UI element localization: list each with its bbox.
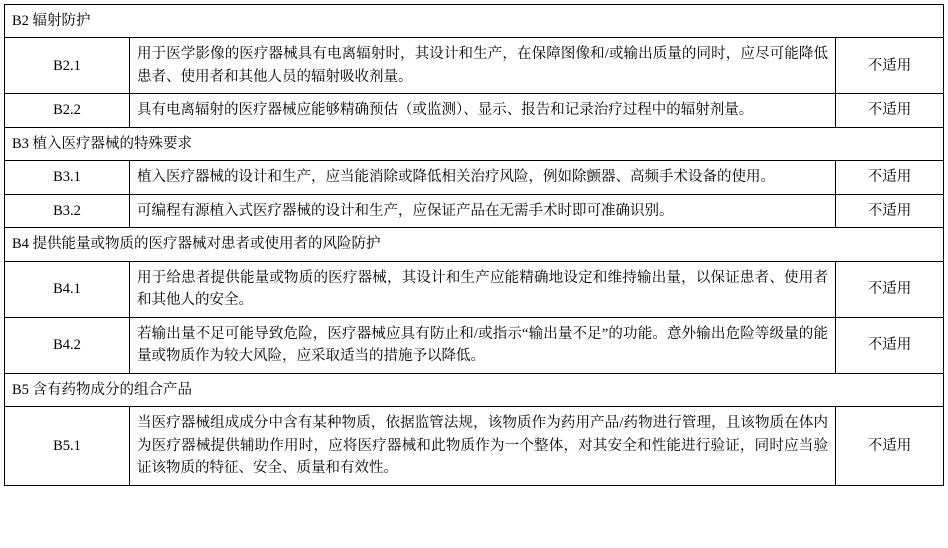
table-row-section bbox=[5, 5, 944, 38]
row-status: 不适用 bbox=[835, 317, 943, 373]
table-body bbox=[5, 5, 944, 486]
row-code: B3.1 bbox=[5, 161, 130, 194]
row-code: B4.1 bbox=[5, 261, 130, 317]
row-status: 不适用 bbox=[835, 161, 943, 194]
row-code: B3.2 bbox=[5, 194, 130, 227]
row-code: B2.1 bbox=[5, 38, 130, 94]
requirements-table bbox=[4, 4, 944, 486]
row-status: 不适用 bbox=[835, 261, 943, 317]
table-row bbox=[5, 161, 944, 194]
row-code: B4.2 bbox=[5, 317, 130, 373]
table-row bbox=[5, 317, 944, 373]
row-code: B5.1 bbox=[5, 407, 130, 485]
row-requirement-text: 植入医疗器械的设计和生产，应当能消除或降低相关治疗风险，例如除颤器、高频手术设备的使用。 bbox=[130, 161, 836, 194]
table-row-section bbox=[5, 373, 944, 406]
section-header-b4: B4 提供能量或物质的医疗器械对患者或使用者的风险防护 bbox=[5, 228, 944, 261]
table-row bbox=[5, 38, 944, 94]
row-requirement-text: 具有电离辐射的医疗器械应能够精确预估（或监测）、显示、报告和记录治疗过程中的辐射剂量。 bbox=[130, 94, 836, 127]
section-header-b3: B3 植入医疗器械的特殊要求 bbox=[5, 127, 944, 160]
row-requirement-text: 用于给患者提供能量或物质的医疗器械，其设计和生产应能精确地设定和维持输出量，以保证患者、使用者和其他人的安全。 bbox=[130, 261, 836, 317]
row-requirement-text: 若输出量不足可能导致危险，医疗器械应具有防止和/或指示“输出量不足”的功能。意外输出危险等级量的能量或物质作为较大风险，应采取适当的措施予以降低。 bbox=[130, 317, 836, 373]
section-header-b2: B2 辐射防护 bbox=[5, 5, 944, 38]
table-row-section bbox=[5, 228, 944, 261]
row-status: 不适用 bbox=[835, 94, 943, 127]
table-row bbox=[5, 407, 944, 485]
row-status: 不适用 bbox=[835, 38, 943, 94]
row-status: 不适用 bbox=[835, 407, 943, 485]
row-requirement-text: 当医疗器械组成成分中含有某种物质，依据监管法规，该物质作为药用产品/药物进行管理，且该物质在体内为医疗器械提供辅助作用时，应将医疗器械和此物质作为一个整体，对其安全和性能进行验证，同时应当验证该物质的特征、安全、质量和有效性。 bbox=[130, 407, 836, 485]
row-status: 不适用 bbox=[835, 194, 943, 227]
table-row bbox=[5, 261, 944, 317]
row-requirement-text: 可编程有源植入式医疗器械的设计和生产，应保证产品在无需手术时即可准确识别。 bbox=[130, 194, 836, 227]
row-code: B2.2 bbox=[5, 94, 130, 127]
section-header-b5: B5 含有药物成分的组合产品 bbox=[5, 373, 944, 406]
table-row bbox=[5, 194, 944, 227]
table-row bbox=[5, 94, 944, 127]
table-row-section bbox=[5, 127, 944, 160]
row-requirement-text: 用于医学影像的医疗器械具有电离辐射时，其设计和生产，在保障图像和/或输出质量的同时，应尽可能降低患者、使用者和其他人员的辐射吸收剂量。 bbox=[130, 38, 836, 94]
